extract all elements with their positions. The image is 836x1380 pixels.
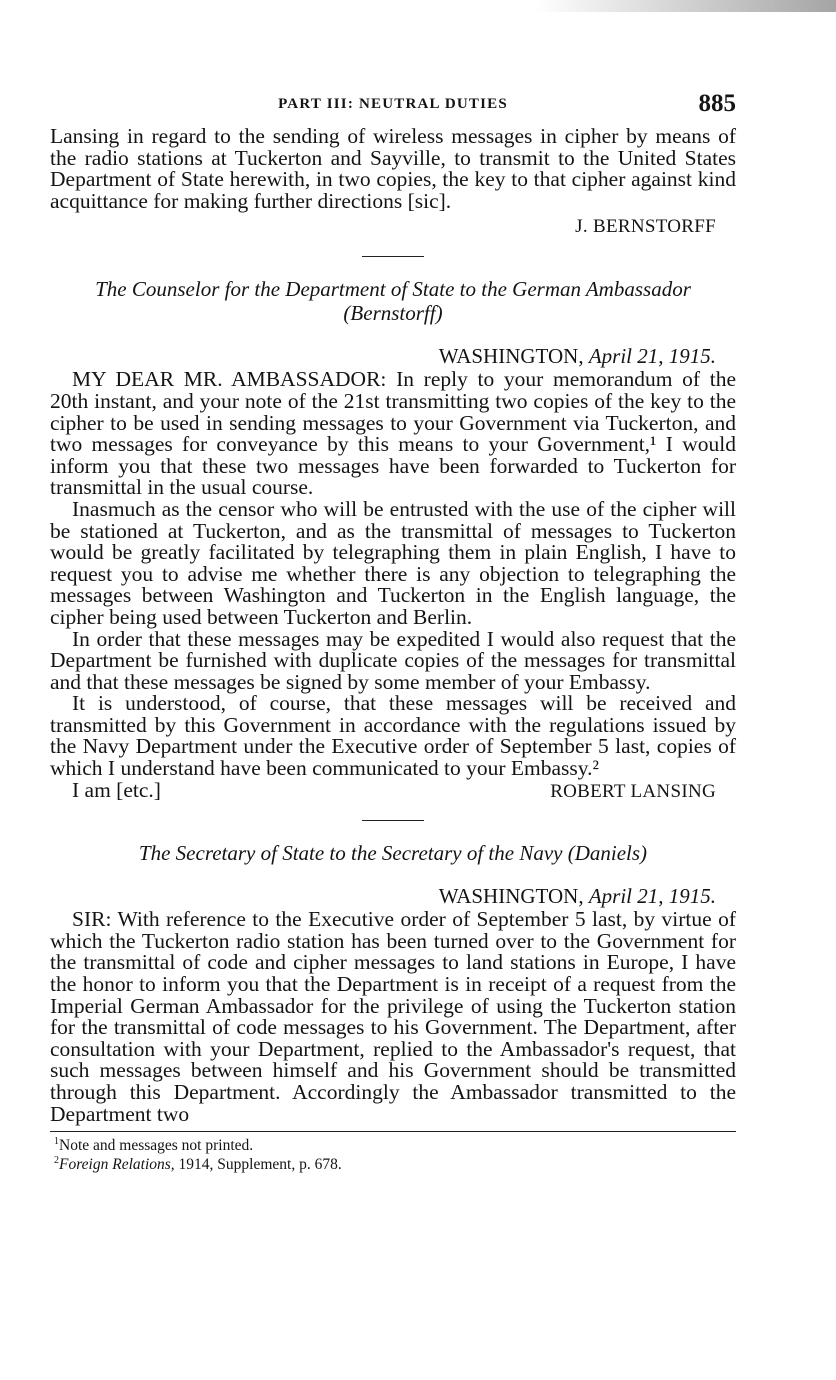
footnote-1-text: Note and messages not printed. [59,1137,254,1155]
doc1-signature: J. BERNSTORFF [575,216,716,238]
page-number: 885 [698,90,736,117]
scan-edge-shadow [536,0,836,12]
doc2-heading: The Counselor for the Department of State to the German Ambassador (Bernstorff) [95,277,691,326]
running-head [50,90,736,126]
doc3-heading: The Secretary of State to the Secretary of the Navy (Daniels) [138,841,648,866]
doc2-dateline [50,343,716,369]
footnote-2-title: Foreign Relations, [59,1156,175,1174]
document-page [50,90,736,1174]
footnote-1-marker: 1 [54,1136,59,1148]
doc3-dateline [50,883,716,909]
doc3-dateline-place: WASHINGTON, [438,884,584,909]
doc3-dateline-date: April 21, 1915. [588,884,716,909]
doc2-paragraph-3: In order that these messages may be expedited I would also request that the Department be furnished with duplicate copies of the messages for transmittal and that these messages be signed by some member of your Embassy. [50,626,736,694]
section-separator [362,820,424,821]
doc2-closing-row [50,777,736,803]
doc1-body: Lansing in regard to the sending of wireless messages in cipher by means of the radio stations at Tuckerton and Sayville, to transmit to the United States Department of State herewith, in two copies, the key to that cipher against kind acquittance for making further directions [sic]. [50,124,736,213]
doc2-paragraph-2: Inasmuch as the censor who will be entrusted with the use of the cipher will be stationed at Tuckerton, and as the transmittal of messages to Tuckerton would be greatly facilitated by telegraphing them in plain English, I have to request you to advise me whether there is any objection to telegraphing the messages between Washington and Tuckerton in the English language, the cipher being used between Tuckerton and Berlin. [50,496,736,629]
doc2-dateline-place: WASHINGTON, [438,344,584,369]
footnote-rule [50,1131,736,1132]
doc2-paragraph-1: MY DEAR MR. AMBASSADOR: In reply to your memorandum of the 20th instant, and your note of the 21st transmitting two copies of the key to the cipher to be used in sending messages to your Government via Tuckerton, and two messages for conveyance by this means to your Government,¹ I would inform you that these two messages have been forwarded to Tuckerton for transmittal in the usual course. [50,367,736,500]
footnote-2 [50,1155,736,1174]
doc2-paragraph-4: It is understood, of course, that these messages will be received and transmitted by this Government in accordance with the regulations issued by the Navy Department under the Executive order of September 5 last, copies of which I understand have been communicated to your Embassy.² [50,691,736,781]
footnotes [50,1136,736,1174]
footnote-2-rest: 1914, Supplement, p. 678. [174,1156,342,1174]
doc2-dateline-date: April 21, 1915. [588,344,716,369]
doc3-paragraph-1: SIR: With reference to the Executive order of September 5 last, by virtue of which the Tuckerton radio station has been turned over to the Government for the transmittal of code and cipher messages to land stations in Europe, I have the honor to inform you that the Department is in receipt of a request from the Imperial German Ambassador for the privilege of using the Tuckerton station for the transmittal of code messages to his Government. The Department, after consultation with your Department, replied to the Ambassador's request, that such messages between himself and his Government should be transmitted through this Department. Accordingly the Ambassador transmitted to the Department two [50,907,736,1126]
running-title: PART III: NEUTRAL DUTIES [278,96,508,112]
footnote-1 [50,1136,736,1155]
footnote-2-marker: 2 [54,1155,59,1167]
doc2-signature: ROBERT LANSING [550,780,716,802]
doc2-closing: I am [etc.] [72,777,161,802]
section-separator [362,256,424,257]
